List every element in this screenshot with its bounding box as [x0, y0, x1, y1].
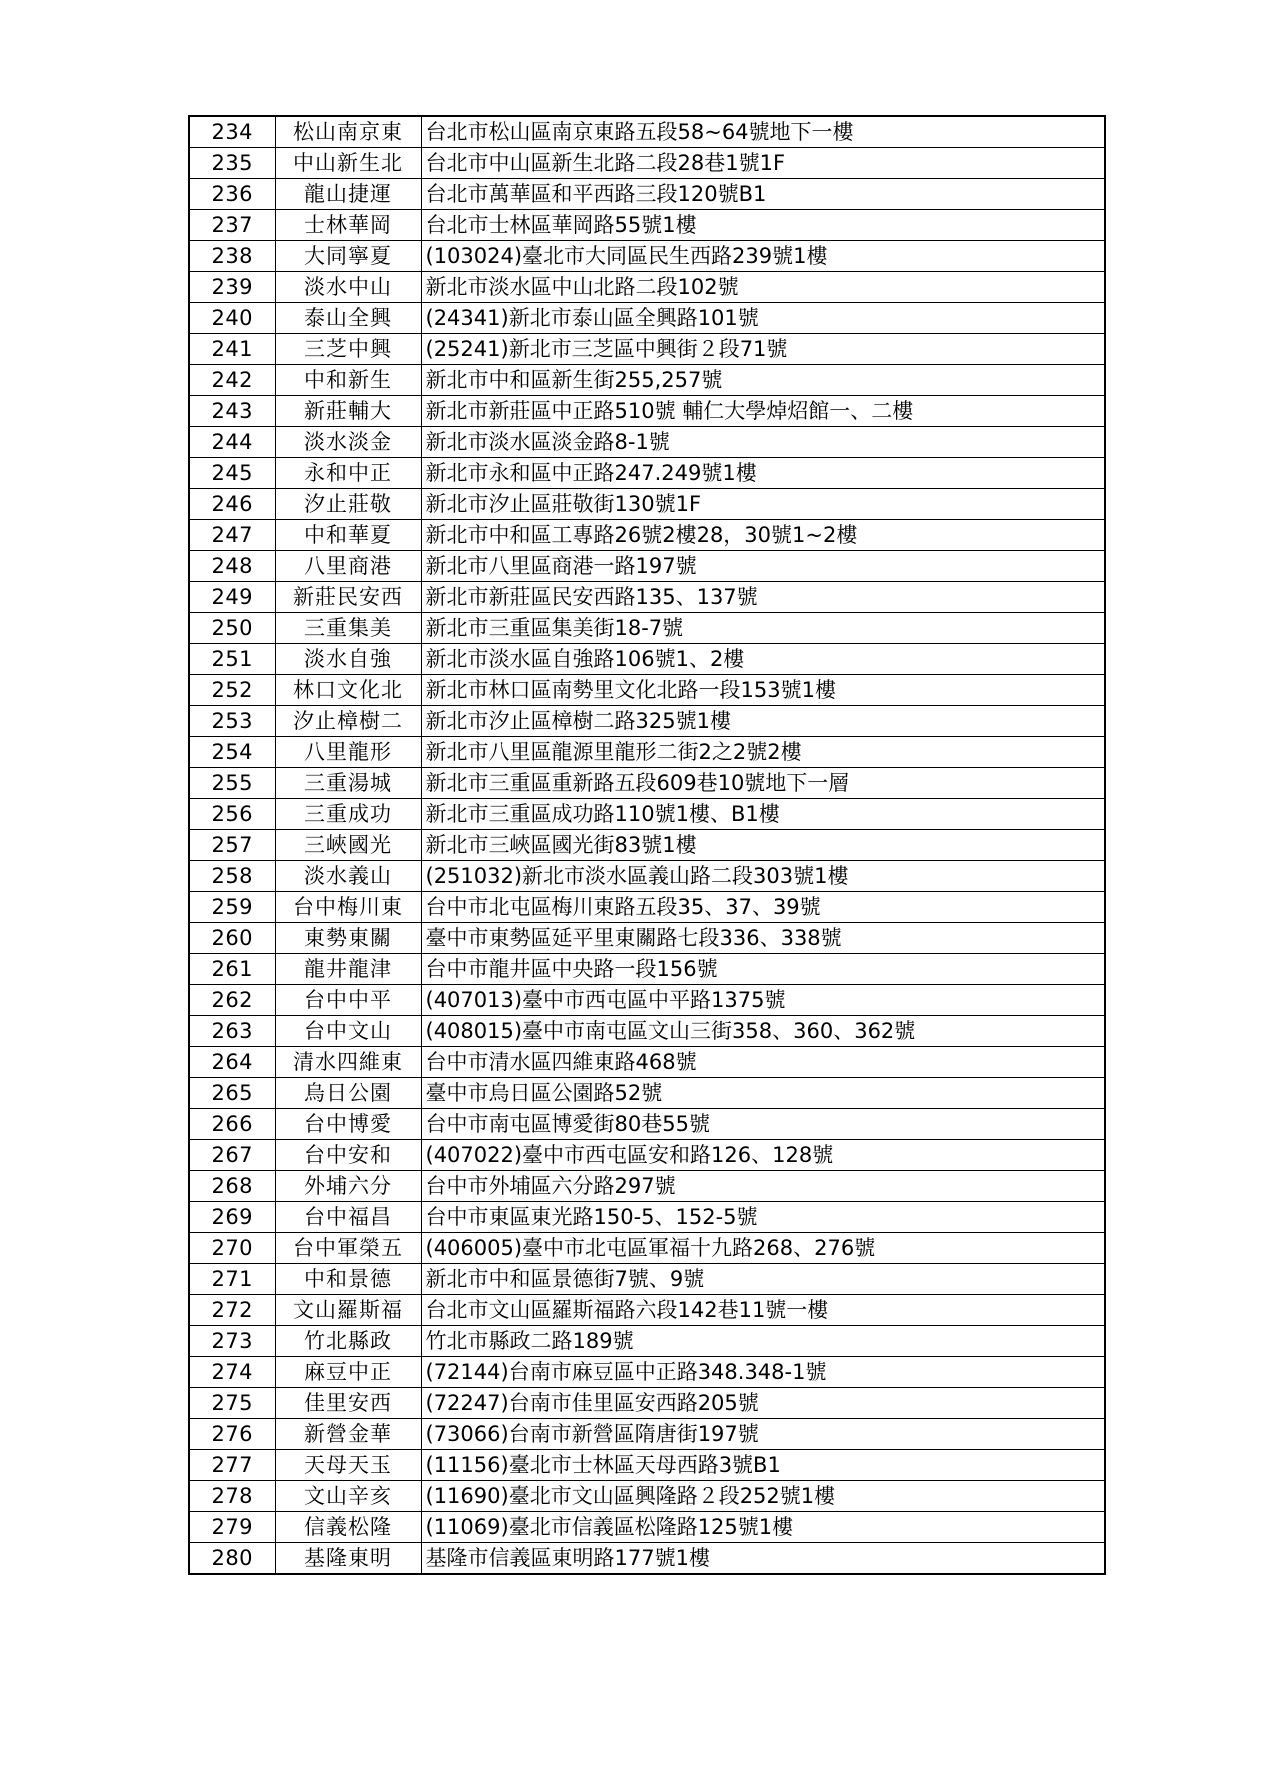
- store-address-cell: 竹北市縣政二路189號: [421, 1326, 1105, 1357]
- store-name-cell: 台中文山: [275, 1016, 421, 1047]
- table-row: [189, 551, 1105, 582]
- store-name-cell: 淡水自強: [275, 644, 421, 675]
- store-address-cell: (11156)臺北市士林區天母西路3號B1: [421, 1450, 1105, 1481]
- table-row: [189, 1202, 1105, 1233]
- store-number-cell: 252: [189, 675, 275, 706]
- store-number-cell: 264: [189, 1047, 275, 1078]
- store-name-cell: 外埔六分: [275, 1171, 421, 1202]
- store-name-cell: 三重湯城: [275, 768, 421, 799]
- store-address-cell: (72144)台南市麻豆區中正路348.348-1號: [421, 1357, 1105, 1388]
- store-address-cell: 台中市外埔區六分路297號: [421, 1171, 1105, 1202]
- store-name-cell: 淡水義山: [275, 861, 421, 892]
- store-name-cell: 三峽國光: [275, 830, 421, 861]
- store-number-cell: 246: [189, 489, 275, 520]
- store-address-cell: (407013)臺中市西屯區中平路1375號: [421, 985, 1105, 1016]
- store-number-cell: 254: [189, 737, 275, 768]
- store-number-cell: 251: [189, 644, 275, 675]
- table-row: [189, 706, 1105, 737]
- store-number-cell: 253: [189, 706, 275, 737]
- store-name-cell: 淡水中山: [275, 272, 421, 303]
- table-row: [189, 1543, 1105, 1575]
- store-address-cell: 新北市三重區集美街18-7號: [421, 613, 1105, 644]
- store-name-cell: 三重成功: [275, 799, 421, 830]
- store-name-cell: 中和新生: [275, 365, 421, 396]
- store-name-cell: 士林華岡: [275, 210, 421, 241]
- store-number-cell: 266: [189, 1109, 275, 1140]
- store-number-cell: 250: [189, 613, 275, 644]
- store-address-cell: 新北市中和區工專路26號2樓28，30號1~2樓: [421, 520, 1105, 551]
- store-name-cell: 基隆東明: [275, 1543, 421, 1575]
- store-number-cell: 262: [189, 985, 275, 1016]
- store-address-cell: 新北市三峽區國光街83號1樓: [421, 830, 1105, 861]
- table-row: [189, 1078, 1105, 1109]
- store-address-cell: 台北市松山區南京東路五段58~64號地下一樓: [421, 116, 1105, 148]
- store-name-cell: 信義松隆: [275, 1512, 421, 1543]
- store-number-cell: 237: [189, 210, 275, 241]
- store-name-cell: 佳里安西: [275, 1388, 421, 1419]
- store-address-cell: 臺中市烏日區公園路52號: [421, 1078, 1105, 1109]
- store-name-cell: 泰山全興: [275, 303, 421, 334]
- table-row: [189, 520, 1105, 551]
- store-name-cell: 台中福昌: [275, 1202, 421, 1233]
- store-number-cell: 279: [189, 1512, 275, 1543]
- store-number-cell: 242: [189, 365, 275, 396]
- table-row: [189, 116, 1105, 148]
- table-row: [189, 427, 1105, 458]
- store-name-cell: 八里商港: [275, 551, 421, 582]
- table-row: [189, 1016, 1105, 1047]
- store-address-cell: 基隆市信義區東明路177號1樓: [421, 1543, 1105, 1575]
- store-number-cell: 275: [189, 1388, 275, 1419]
- table-row: [189, 861, 1105, 892]
- store-name-cell: 台中安和: [275, 1140, 421, 1171]
- table-row: [189, 1171, 1105, 1202]
- store-number-cell: 247: [189, 520, 275, 551]
- store-number-cell: 269: [189, 1202, 275, 1233]
- table-row: [189, 1264, 1105, 1295]
- table-row: [189, 1047, 1105, 1078]
- table-row: [189, 148, 1105, 179]
- store-name-cell: 新莊民安西: [275, 582, 421, 613]
- store-address-cell: 新北市三重區成功路110號1樓、B1樓: [421, 799, 1105, 830]
- store-address-cell: 新北市新莊區中正路510號 輔仁大學焯炤館一、二樓: [421, 396, 1105, 427]
- store-number-cell: 255: [189, 768, 275, 799]
- store-name-cell: 汐止樟樹二: [275, 706, 421, 737]
- store-name-cell: 天母天玉: [275, 1450, 421, 1481]
- store-name-cell: 文山羅斯福: [275, 1295, 421, 1326]
- store-address-cell: 台中市清水區四維東路468號: [421, 1047, 1105, 1078]
- store-address-cell: 新北市淡水區中山北路二段102號: [421, 272, 1105, 303]
- store-name-cell: 汐止莊敬: [275, 489, 421, 520]
- table-row: [189, 1140, 1105, 1171]
- table-row: [189, 272, 1105, 303]
- store-name-cell: 三芝中興: [275, 334, 421, 365]
- store-name-cell: 台中軍榮五: [275, 1233, 421, 1264]
- store-name-cell: 林口文化北: [275, 675, 421, 706]
- store-address-cell: (408015)臺中市南屯區文山三街358、360、362號: [421, 1016, 1105, 1047]
- table-row: [189, 334, 1105, 365]
- table-row: [189, 458, 1105, 489]
- store-number-cell: 278: [189, 1481, 275, 1512]
- store-number-cell: 249: [189, 582, 275, 613]
- table-row: [189, 1512, 1105, 1543]
- table-row: [189, 1326, 1105, 1357]
- store-number-cell: 267: [189, 1140, 275, 1171]
- store-number-cell: 270: [189, 1233, 275, 1264]
- table-row: [189, 737, 1105, 768]
- store-number-cell: 276: [189, 1419, 275, 1450]
- store-address-cell: (251032)新北市淡水區義山路二段303號1樓: [421, 861, 1105, 892]
- store-name-cell: 台中中平: [275, 985, 421, 1016]
- store-name-cell: 新營金華: [275, 1419, 421, 1450]
- store-address-cell: 新北市三重區重新路五段609巷10號地下一層: [421, 768, 1105, 799]
- table-row: [189, 489, 1105, 520]
- store-address-cell: 新北市淡水區淡金路8-1號: [421, 427, 1105, 458]
- store-number-cell: 257: [189, 830, 275, 861]
- store-name-cell: 烏日公園: [275, 1078, 421, 1109]
- store-address-cell: 新北市新莊區民安西路135、137號: [421, 582, 1105, 613]
- store-name-cell: 龍山捷運: [275, 179, 421, 210]
- store-name-cell: 文山辛亥: [275, 1481, 421, 1512]
- store-number-cell: 259: [189, 892, 275, 923]
- table-row: [189, 1481, 1105, 1512]
- store-number-cell: 265: [189, 1078, 275, 1109]
- store-number-cell: 268: [189, 1171, 275, 1202]
- table-row: [189, 1295, 1105, 1326]
- store-address-cell: (103024)臺北市大同區民生西路239號1樓: [421, 241, 1105, 272]
- store-address-cell: 新北市林口區南勢里文化北路一段153號1樓: [421, 675, 1105, 706]
- table-row: [189, 179, 1105, 210]
- store-name-cell: 台中博愛: [275, 1109, 421, 1140]
- store-number-cell: 271: [189, 1264, 275, 1295]
- store-name-cell: 竹北縣政: [275, 1326, 421, 1357]
- store-address-cell: 台中市東區東光路150-5、152-5號: [421, 1202, 1105, 1233]
- store-name-cell: 台中梅川東: [275, 892, 421, 923]
- store-number-cell: 241: [189, 334, 275, 365]
- store-address-cell: 新北市八里區龍源里龍形二街2之2號2樓: [421, 737, 1105, 768]
- table-row: [189, 923, 1105, 954]
- store-address-table: [188, 115, 1106, 1575]
- store-number-cell: 245: [189, 458, 275, 489]
- store-name-cell: 新莊輔大: [275, 396, 421, 427]
- store-number-cell: 236: [189, 179, 275, 210]
- store-number-cell: 260: [189, 923, 275, 954]
- store-address-cell: 台中市南屯區博愛街80巷55號: [421, 1109, 1105, 1140]
- store-name-cell: 大同寧夏: [275, 241, 421, 272]
- store-address-cell: 台北市士林區華岡路55號1樓: [421, 210, 1105, 241]
- table-row: [189, 675, 1105, 706]
- store-address-cell: 新北市汐止區樟樹二路325號1樓: [421, 706, 1105, 737]
- store-address-cell: (406005)臺中市北屯區軍福十九路268、276號: [421, 1233, 1105, 1264]
- store-name-cell: 淡水淡金: [275, 427, 421, 458]
- table-row: [189, 644, 1105, 675]
- table-row: [189, 1419, 1105, 1450]
- store-address-cell: (72247)台南市佳里區安西路205號: [421, 1388, 1105, 1419]
- table-row: [189, 365, 1105, 396]
- store-number-cell: 243: [189, 396, 275, 427]
- store-number-cell: 261: [189, 954, 275, 985]
- table-row: [189, 892, 1105, 923]
- store-name-cell: 中和景德: [275, 1264, 421, 1295]
- store-table-body: [189, 116, 1105, 1574]
- store-number-cell: 256: [189, 799, 275, 830]
- store-name-cell: 麻豆中正: [275, 1357, 421, 1388]
- table-row: [189, 768, 1105, 799]
- table-row: [189, 1388, 1105, 1419]
- table-row: [189, 210, 1105, 241]
- store-name-cell: 清水四維東: [275, 1047, 421, 1078]
- store-number-cell: 273: [189, 1326, 275, 1357]
- store-name-cell: 中和華夏: [275, 520, 421, 551]
- store-name-cell: 八里龍形: [275, 737, 421, 768]
- store-address-cell: 台北市萬華區和平西路三段120號B1: [421, 179, 1105, 210]
- store-address-cell: 台北市文山區羅斯福路六段142巷11號一樓: [421, 1295, 1105, 1326]
- store-number-cell: 239: [189, 272, 275, 303]
- table-row: [189, 396, 1105, 427]
- table-row: [189, 985, 1105, 1016]
- table-row: [189, 799, 1105, 830]
- store-address-cell: 台中市北屯區梅川東路五段35、37、39號: [421, 892, 1105, 923]
- store-address-cell: 新北市淡水區自強路106號1、2樓: [421, 644, 1105, 675]
- table-row: [189, 1109, 1105, 1140]
- store-address-cell: (407022)臺中市西屯區安和路126、128號: [421, 1140, 1105, 1171]
- store-name-cell: 松山南京東: [275, 116, 421, 148]
- store-number-cell: 248: [189, 551, 275, 582]
- store-address-cell: (24341)新北市泰山區全興路101號: [421, 303, 1105, 334]
- store-number-cell: 244: [189, 427, 275, 458]
- store-number-cell: 238: [189, 241, 275, 272]
- store-number-cell: 274: [189, 1357, 275, 1388]
- table-row: [189, 1233, 1105, 1264]
- store-address-cell: 臺中市東勢區延平里東關路七段336、338號: [421, 923, 1105, 954]
- table-row: [189, 613, 1105, 644]
- store-address-cell: 新北市汐止區莊敬街130號1F: [421, 489, 1105, 520]
- store-address-cell: (11069)臺北市信義區松隆路125號1樓: [421, 1512, 1105, 1543]
- table-row: [189, 954, 1105, 985]
- store-address-cell: 新北市八里區商港一路197號: [421, 551, 1105, 582]
- table-row: [189, 303, 1105, 334]
- store-name-cell: 龍井龍津: [275, 954, 421, 985]
- store-number-cell: 277: [189, 1450, 275, 1481]
- store-number-cell: 258: [189, 861, 275, 892]
- table-row: [189, 1357, 1105, 1388]
- table-row: [189, 830, 1105, 861]
- store-number-cell: 234: [189, 116, 275, 148]
- store-address-cell: 新北市中和區景德街7號、9號: [421, 1264, 1105, 1295]
- store-number-cell: 280: [189, 1543, 275, 1575]
- store-address-cell: 新北市永和區中正路247.249號1樓: [421, 458, 1105, 489]
- table-row: [189, 1450, 1105, 1481]
- store-number-cell: 263: [189, 1016, 275, 1047]
- store-number-cell: 272: [189, 1295, 275, 1326]
- store-name-cell: 東勢東關: [275, 923, 421, 954]
- store-address-cell: 台北市中山區新生北路二段28巷1號1F: [421, 148, 1105, 179]
- store-address-cell: 新北市中和區新生街255,257號: [421, 365, 1105, 396]
- store-number-cell: 235: [189, 148, 275, 179]
- table-row: [189, 582, 1105, 613]
- store-number-cell: 240: [189, 303, 275, 334]
- store-address-cell: (11690)臺北市文山區興隆路２段252號1樓: [421, 1481, 1105, 1512]
- store-name-cell: 三重集美: [275, 613, 421, 644]
- store-name-cell: 中山新生北: [275, 148, 421, 179]
- table-row: [189, 241, 1105, 272]
- store-address-cell: 台中市龍井區中央路一段156號: [421, 954, 1105, 985]
- store-address-cell: (25241)新北市三芝區中興街２段71號: [421, 334, 1105, 365]
- store-address-cell: (73066)台南市新營區隋唐街197號: [421, 1419, 1105, 1450]
- store-name-cell: 永和中正: [275, 458, 421, 489]
